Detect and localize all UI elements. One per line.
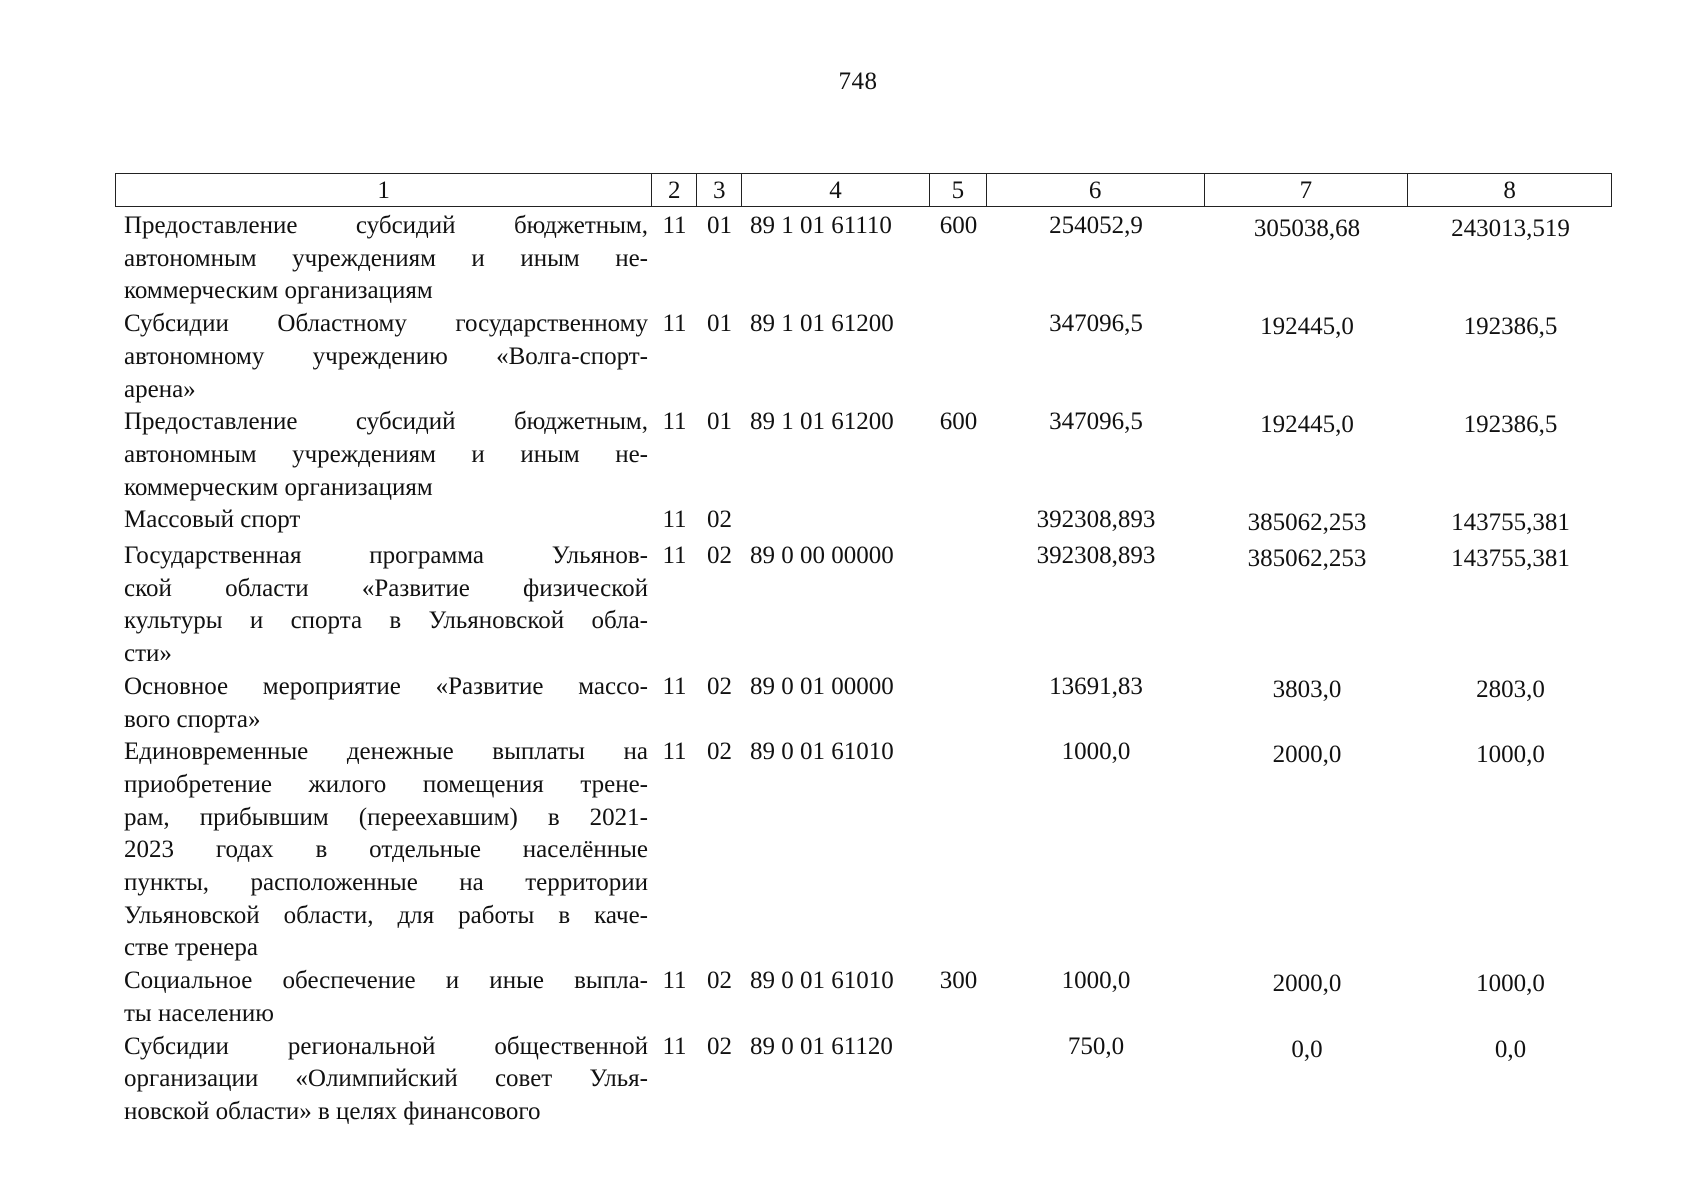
header-cell-8: 8 bbox=[1503, 177, 1516, 204]
row-name-line: пункты, расположенные на территории bbox=[124, 869, 648, 897]
row-value-7-cell: 2000,0 bbox=[1272, 970, 1342, 998]
row-name-line: Основное мероприятие «Развитие массо- bbox=[124, 672, 648, 700]
row-value-6-cell: 347096,5 bbox=[1049, 310, 1143, 338]
header-cell-4: 4 bbox=[742, 174, 930, 206]
row-name-line: приобретение жилого помещения трене- bbox=[124, 770, 648, 798]
row-name-line: автономным учреждениям и иным не- bbox=[124, 244, 648, 272]
row-name-cell bbox=[115, 736, 648, 965]
row-value-8-cell: 243013,519 bbox=[1451, 215, 1570, 242]
row-name-line: стве тренера bbox=[124, 934, 258, 962]
row-csr-cell: 89 0 01 61010 bbox=[750, 967, 894, 995]
row-vr-cell bbox=[930, 308, 987, 406]
row-value-7-cell: 3803,0 bbox=[1272, 675, 1342, 703]
table-row bbox=[115, 504, 1612, 540]
header-cell-6: 6 bbox=[987, 174, 1205, 206]
row-name-line: Субсидии Областному государственному bbox=[124, 310, 648, 338]
row-csr-cell: 89 0 00 00000 bbox=[750, 542, 894, 570]
table-row bbox=[115, 308, 1612, 406]
row-value-7-cell: 305038,68 bbox=[1253, 215, 1361, 242]
row-value-7-cell: 0,0 bbox=[1291, 1035, 1323, 1063]
row-section-cell: 11 bbox=[662, 738, 687, 766]
header-cell-7: 7 bbox=[1205, 174, 1409, 206]
row-csr-cell: 89 1 01 61200 bbox=[750, 310, 894, 338]
row-name-cell bbox=[115, 1031, 648, 1129]
row-name-line: автономному учреждению «Волга-спорт- bbox=[124, 342, 648, 370]
row-name-cell bbox=[115, 965, 648, 1030]
row-section-cell: 11 bbox=[662, 672, 687, 700]
row-name-line: арена» bbox=[124, 375, 196, 403]
row-value-6-cell: 13691,83 bbox=[1049, 672, 1143, 700]
row-value-8-cell: 2803,0 bbox=[1476, 675, 1545, 703]
row-name-line: автономным учреждениям и иным не- bbox=[124, 440, 648, 468]
row-value-8-cell: 0,0 bbox=[1494, 1035, 1527, 1063]
page-number: 748 bbox=[838, 68, 878, 95]
row-value-8-cell: 143755,381 bbox=[1451, 509, 1570, 537]
row-csr-cell: 89 1 01 61110 bbox=[750, 212, 892, 239]
row-value-6-cell: 750,0 bbox=[1067, 1032, 1125, 1060]
row-value-7-cell: 2000,0 bbox=[1272, 741, 1342, 769]
row-name-line: коммерческим организациям bbox=[124, 277, 433, 305]
row-section-cell: 11 bbox=[662, 506, 687, 534]
table-row bbox=[115, 1031, 1612, 1129]
table-row bbox=[115, 965, 1612, 1030]
row-subsection-cell: 01 bbox=[707, 408, 732, 436]
row-name-line: организации «Олимпийский совет Улья- bbox=[124, 1065, 648, 1093]
row-vr-cell: 300 bbox=[939, 967, 978, 995]
row-value-6-cell: 392308,893 bbox=[1036, 542, 1156, 570]
row-subsection-cell: 01 bbox=[707, 212, 732, 239]
table-header-row bbox=[115, 173, 1612, 207]
row-name-line: 2023 годах в отдельные населённые bbox=[124, 836, 648, 864]
row-subsection-cell: 02 bbox=[707, 1032, 732, 1060]
row-section-cell: 11 bbox=[662, 408, 687, 436]
table-row bbox=[115, 210, 1612, 308]
table-row bbox=[115, 736, 1612, 965]
row-value-8-cell: 192386,5 bbox=[1463, 411, 1558, 439]
row-name-cell bbox=[115, 540, 648, 671]
row-value-7-cell: 192445,0 bbox=[1260, 313, 1354, 341]
row-subsection-cell: 02 bbox=[707, 967, 732, 995]
row-vr-cell bbox=[930, 736, 987, 965]
row-vr-cell bbox=[930, 1031, 987, 1129]
row-value-7-cell: 385062,253 bbox=[1247, 545, 1367, 573]
row-name-line: Массовый спорт bbox=[124, 506, 301, 534]
row-vr-cell: 600 bbox=[939, 212, 978, 239]
row-value-8-cell: 143755,381 bbox=[1451, 545, 1570, 573]
row-vr-cell bbox=[930, 504, 987, 540]
row-vr-cell bbox=[930, 540, 987, 671]
header-cell-5: 5 bbox=[930, 174, 987, 206]
row-csr-cell: 89 0 01 61120 bbox=[750, 1032, 893, 1060]
row-name-line: коммерческим организациям bbox=[124, 473, 433, 501]
row-section-cell: 11 bbox=[662, 967, 687, 995]
row-name-line: культуры и спорта в Ульяновской обла- bbox=[124, 607, 648, 635]
row-value-6-cell: 347096,5 bbox=[1049, 408, 1143, 436]
table-body bbox=[115, 210, 1612, 1129]
table-row bbox=[115, 406, 1612, 504]
row-name-line: Ульяновской области, для работы в каче- bbox=[124, 901, 648, 929]
row-subsection-cell: 01 bbox=[707, 310, 732, 338]
row-value-7-cell: 385062,253 bbox=[1247, 509, 1367, 537]
row-value-8-cell: 192386,5 bbox=[1463, 313, 1558, 341]
row-vr-cell bbox=[930, 671, 987, 736]
row-name-cell bbox=[115, 308, 648, 406]
row-vr-cell: 600 bbox=[939, 408, 978, 436]
row-name-cell bbox=[115, 504, 648, 540]
row-value-6-cell: 254052,9 bbox=[1049, 212, 1143, 239]
row-name-line: Социальное обеспечение и иные выпла- bbox=[124, 967, 648, 995]
row-value-6-cell: 392308,893 bbox=[1036, 506, 1156, 534]
row-section-cell: 11 bbox=[662, 1032, 687, 1060]
row-subsection-cell: 02 bbox=[707, 542, 732, 570]
row-value-8-cell: 1000,0 bbox=[1476, 970, 1545, 998]
header-cell-2: 2 bbox=[652, 174, 697, 206]
row-name-line: Государственная программа Ульянов- bbox=[124, 542, 648, 570]
row-name-line: ской области «Развитие физической bbox=[124, 574, 648, 602]
row-name-cell bbox=[115, 671, 648, 736]
row-value-6-cell: 1000,0 bbox=[1061, 738, 1131, 766]
row-value-8-cell: 1000,0 bbox=[1476, 741, 1545, 769]
row-section-cell: 11 bbox=[662, 212, 687, 239]
row-value-6-cell: 1000,0 bbox=[1061, 967, 1131, 995]
row-section-cell: 11 bbox=[662, 310, 687, 338]
header-cell-1: 1 bbox=[116, 174, 652, 206]
row-name-line: рам, прибывшим (переехавшим) в 2021- bbox=[124, 803, 648, 831]
row-name-line: новской области» в целях финансового bbox=[124, 1097, 541, 1125]
row-csr-cell: 89 0 01 61010 bbox=[750, 738, 894, 766]
row-name-cell bbox=[115, 406, 648, 504]
table-row bbox=[115, 540, 1612, 671]
row-subsection-cell: 02 bbox=[707, 672, 732, 700]
row-subsection-cell: 02 bbox=[707, 506, 732, 534]
row-name-cell bbox=[115, 210, 648, 308]
row-name-line: Предоставление субсидий бюджетным, bbox=[124, 212, 648, 239]
row-csr-cell: 89 1 01 61200 bbox=[750, 408, 894, 436]
row-subsection-cell: 02 bbox=[707, 738, 732, 766]
row-name-line: ты населению bbox=[124, 999, 274, 1027]
header-cell-3: 3 bbox=[697, 174, 742, 206]
table-row bbox=[115, 671, 1612, 736]
row-name-line: сти» bbox=[124, 640, 172, 668]
row-section-cell: 11 bbox=[662, 542, 687, 570]
row-csr-cell bbox=[742, 504, 930, 540]
row-value-7-cell: 192445,0 bbox=[1260, 411, 1354, 439]
row-name-line: Субсидии региональной общественной bbox=[124, 1032, 648, 1060]
row-name-line: вого спорта» bbox=[124, 705, 261, 733]
row-name-line: Единовременные денежные выплаты на bbox=[124, 738, 648, 766]
row-name-line: Предоставление субсидий бюджетным, bbox=[124, 408, 648, 436]
row-csr-cell: 89 0 01 00000 bbox=[750, 672, 894, 700]
